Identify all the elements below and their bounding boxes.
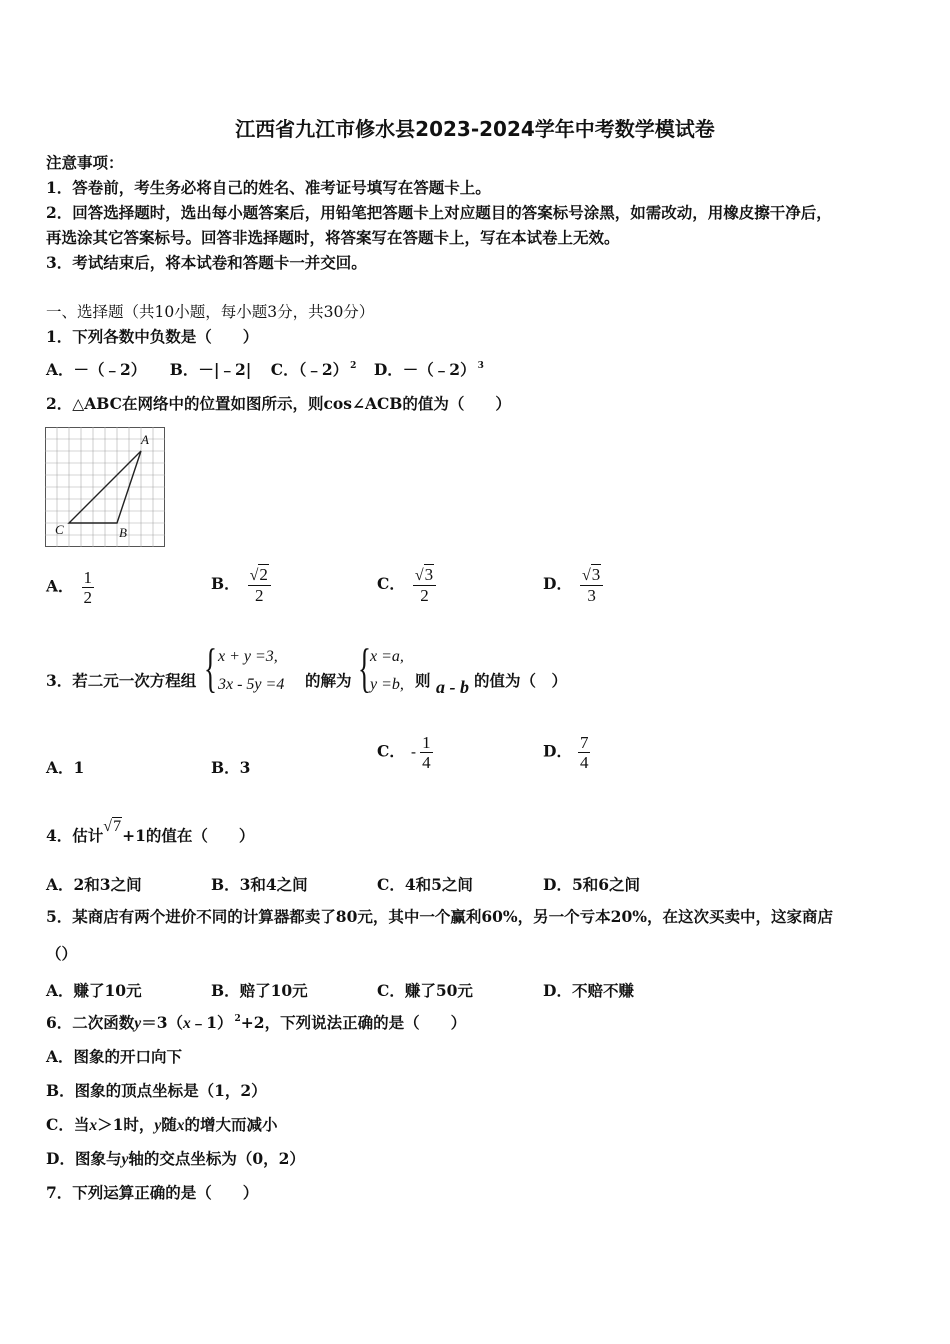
q6-option-a: A．图象的开口向下	[46, 1047, 183, 1066]
q4-option-a: A．2和3之间	[46, 875, 142, 894]
q1-stem: 1．下列各数中负数是（ ）	[46, 327, 259, 346]
q6-option-d: D．图象与y轴的交点坐标为（0，2）	[46, 1149, 305, 1168]
q5-stem-cont: （）	[46, 944, 78, 963]
section-heading: 一、选择题（共10小题，每小题3分，共30分）	[46, 303, 375, 321]
q3-system	[218, 643, 284, 699]
q3-option-a: A．1	[46, 758, 85, 777]
q1-option-d: D．－（﹣2） $^3$	[373, 360, 484, 379]
q3-eq2: 3x - 5y =4	[218, 676, 285, 693]
q3-option-c: C． - $\frac{1}{4}$	[377, 733, 431, 772]
notice-heading: 注意事项：	[46, 153, 124, 172]
q3-brace-1: {	[204, 638, 217, 698]
q3-expr: a - b	[436, 677, 469, 697]
q6-stem: 6．二次函数y＝3（x﹣1） $^2$+2，下列说法正确的是（ ）	[46, 1013, 467, 1032]
q3-eq1: x + y =3,	[218, 648, 278, 665]
label-c: C	[55, 522, 64, 537]
q2-option-c: C． $\frac{√3}{2}$	[377, 565, 436, 605]
q3-solution	[370, 643, 404, 699]
q3-sol2: y =b,	[370, 676, 404, 693]
label-b: B	[119, 525, 127, 540]
q2-grid-figure	[45, 427, 165, 547]
q3-then: 则	[415, 671, 431, 690]
q6-option-b: B．图象的顶点坐标是（1，2）	[46, 1081, 267, 1100]
q5-option-a: A．赚了10元	[46, 981, 142, 1000]
q3-option-d: D． $\frac{7}{4}$	[543, 733, 589, 772]
q2-option-b: B． $\frac{√2}{2}$	[211, 565, 271, 605]
q1-option-c: C．（﹣2） $^2$	[270, 360, 357, 379]
notice-item-2: 2．回答选择题时，选出每小题答案后，用铅笔把答题卡上对应题目的答案标号涂黑，如需改动，用橡皮擦干净后，	[46, 203, 832, 222]
q4-option-d: D．5和6之间	[543, 875, 641, 894]
q3-brace-2: {	[358, 638, 371, 698]
q2-option-d: D． $\frac{√3}{3}$	[543, 565, 603, 605]
q4-stem: 4．估计√7+1的值在（ ）	[46, 818, 255, 845]
q3-prefix: 3．若二元一次方程组	[46, 671, 197, 690]
q5-stem: 5．某商店有两个进价不同的计算器都卖了80元，其中一个赢利60%，另一个亏本20%，在这次买卖中，这家商店	[46, 907, 833, 926]
q2-option-a: A． $\frac{1}{2}$	[46, 568, 93, 607]
q3-suffix: 的值为（ ）	[474, 671, 568, 690]
q1-option-a: A．－（﹣2）	[46, 360, 147, 379]
notice-item-2-cont: 再选涂其它答案标号。回答非选择题时，将答案写在答题卡上，写在本试卷上无效。	[46, 228, 620, 247]
q4-option-c: C．4和5之间	[377, 875, 473, 894]
q6-option-c: C．当x＞1时，y随x的增大而减小	[46, 1115, 278, 1134]
notice-item-1: 1．答卷前，考生务必将自己的姓名、准考证号填写在答题卡上。	[46, 178, 491, 197]
q3-option-b: B．3	[211, 758, 251, 777]
label-a: A	[141, 432, 149, 447]
q7-stem: 7．下列运算正确的是（ ）	[46, 1183, 259, 1202]
q3-sol1: x =a,	[370, 648, 404, 665]
q5-option-c: C．赚了50元	[377, 981, 473, 1000]
q2-stem: 2．△ABC在网络中的位置如图所示，则cos∠ACB的值为（ ）	[46, 394, 511, 413]
page-title: 江西省九江市修水县2023-2024学年中考数学模试卷	[235, 117, 715, 141]
q4-option-b: B．3和4之间	[211, 875, 308, 894]
q1-option-b: B．－|﹣2|	[169, 360, 252, 379]
q1-options	[46, 360, 484, 383]
q5-option-d: D．不赔不赚	[543, 981, 634, 1000]
notice-item-3: 3．考试结束后，将本试卷和答题卡一并交回。	[46, 253, 367, 272]
q3-mid: 的解为	[305, 671, 352, 690]
q5-option-b: B．赔了10元	[211, 981, 308, 1000]
